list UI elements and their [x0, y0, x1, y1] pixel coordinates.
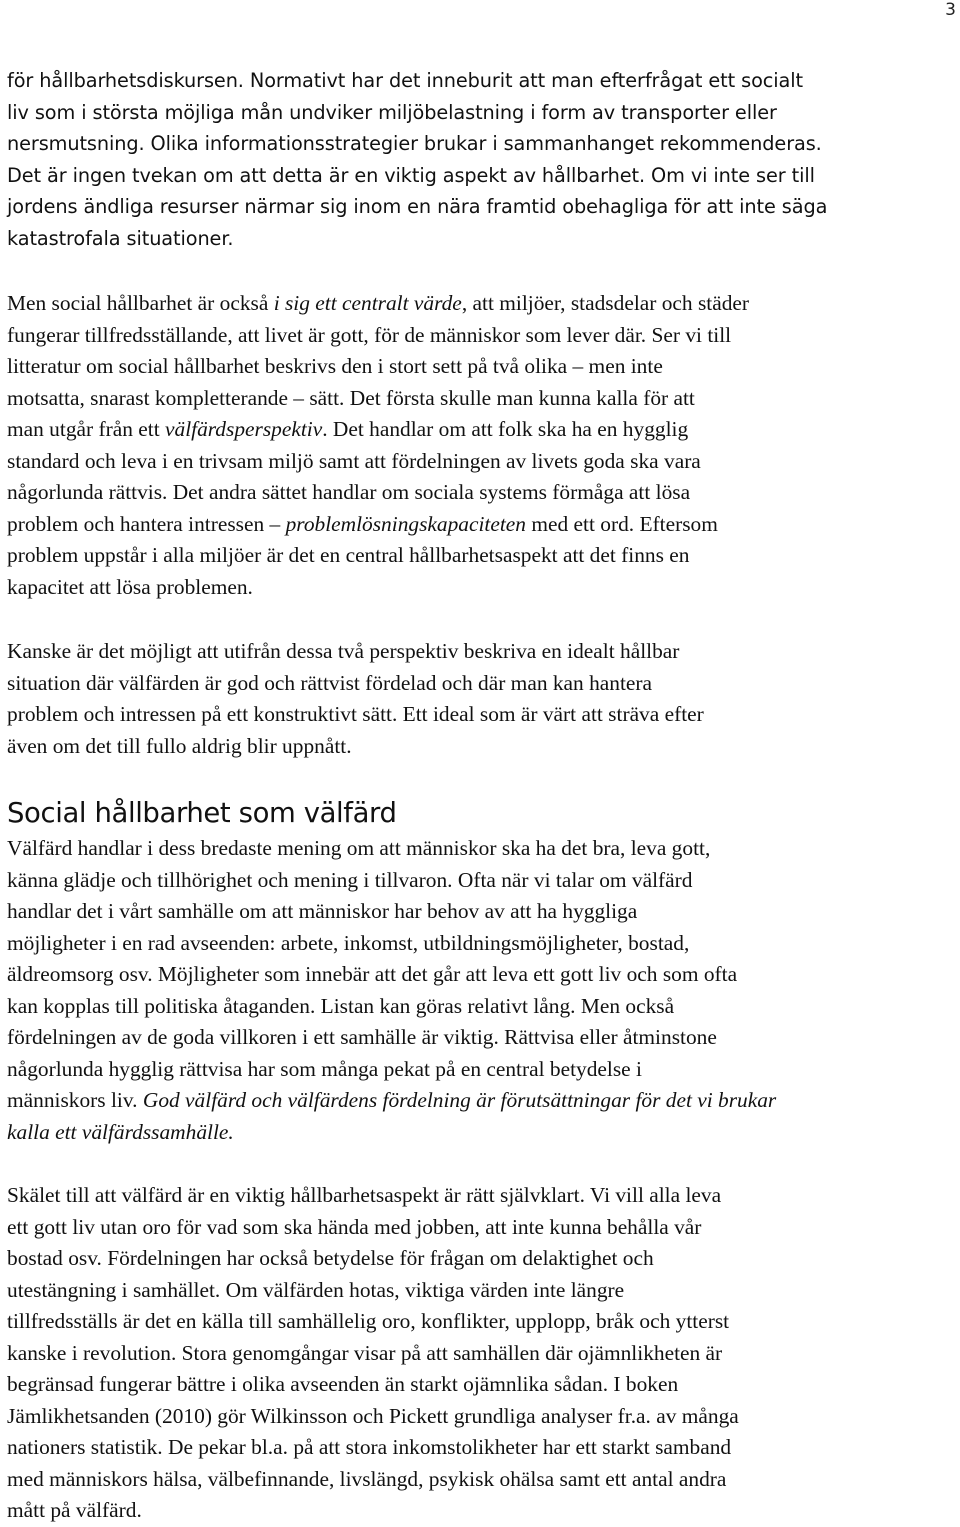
text-line — [7, 1117, 954, 1149]
page-number: 3 — [945, 0, 956, 20]
emphasis-text: problemlösningskapaciteten — [285, 511, 526, 536]
text-line — [7, 414, 954, 446]
text-line: Skälet till att välfärd är en viktig hållbarhetsaspekt är rätt självklart. Vi vill alla leva — [7, 1183, 722, 1207]
text-line: någorlunda hygglig rättvisa har som många pekat på en central betydelse i — [7, 1056, 642, 1081]
text-line: för hållbarhetsdiskursen. Normativt har det inneburit att man efterfrågat ett socialt — [7, 69, 803, 92]
welfare-paragraph — [7, 833, 954, 1148]
ideal-paragraph — [7, 636, 954, 762]
text-line: liv som i största möjliga mån undviker miljöbelastning i form av transporter eller — [7, 100, 777, 124]
text-line: med människors hälsa, välbefinnande, livslängd, psykisk ohälsa samt ett antal andra — [7, 1466, 727, 1491]
intro-paragraph — [7, 65, 954, 254]
text-line: kanske i revolution. Stora genomgångar visar på att samhällen där ojämnlikheten är — [7, 1340, 723, 1365]
reason-paragraph — [7, 1180, 954, 1527]
text-line: känna glädje och tillhörighet och mening i tillvaron. Ofta när vi talar om välfärd — [7, 867, 693, 892]
text-run: människors liv. — [7, 1088, 143, 1112]
text-run: problem och hantera intressen – — [7, 511, 286, 536]
text-line: utestängning i samhället. Om välfärden hotas, viktiga värden inte längre — [7, 1277, 625, 1302]
text-line: nationers statistik. De pekar bl.a. på att stora inkomstolikheter har ett starkt samband — [7, 1435, 732, 1459]
text-line: någorlunda rättvis. Det andra sättet handlar om sociala systems förmåga att lösa — [7, 480, 691, 504]
text-line: jordens ändliga resurser närmar sig inom en nära framtid obehagliga för att inte säga — [7, 195, 828, 218]
text-line: fungerar tillfredsställande, att livet är gott, för de människor som lever där. Ser vi till — [7, 322, 732, 347]
text-line: katastrofala situationer. — [7, 226, 234, 250]
text-line: litteratur om social hållbarhet beskrivs den i stort sett på två olika – men inte — [7, 354, 663, 378]
text-line: äldreomsorg osv. Möjligheter som innebär att det går att leva ett gott liv och som ofta — [7, 962, 738, 986]
text-line: begränsad fungerar bättre i olika avseenden än starkt ojämnlika sådan. I boken — [7, 1372, 679, 1396]
emphasis-text: kalla ett välfärdssamhälle. — [7, 1119, 234, 1144]
text-line: handlar det i vårt samhälle om att människor har behov av att ha hyggliga — [7, 899, 638, 923]
text-line: även om det till fullo aldrig blir uppnått. — [7, 733, 352, 758]
text-line: bostad osv. Fördelningen har också betydelse för frågan om delaktighet och — [7, 1246, 654, 1270]
text-line: ett gott liv utan oro för vad som ska hända med jobben, att inte kunna behålla vår — [7, 1214, 702, 1239]
text-line: problem och intressen på ett konstruktivt sätt. Ett ideal som är värt att sträva efter — [7, 702, 704, 726]
text-line: Jämlikhetsanden (2010) gör Wilkinsson och Pickett grundliga analyser fr.a. av många — [7, 1403, 739, 1428]
text-line — [7, 509, 954, 541]
emphasis-text: i sig ett centralt värde — [273, 291, 462, 315]
text-run: . Det handlar om att folk ska ha en hygglig — [322, 417, 689, 441]
text-line: situation där välfärden är god och rättvist fördelad och där man kan hantera — [7, 670, 653, 695]
emphasis-text: God välfärd och välfärdens fördelning är förutsättningar för det vi brukar — [142, 1088, 777, 1112]
text-line: kapacitet att lösa problemen. — [7, 574, 253, 599]
emphasis-text: välfärdsperspektiv — [165, 417, 323, 441]
section-heading: Social hållbarhet som välfärd — [7, 797, 397, 829]
text-run: med ett ord. Eftersom — [526, 511, 718, 536]
text-line — [7, 288, 954, 320]
text-line: nersmutsning. Olika informationsstrategier brukar i sammanhanget rekommenderas. — [7, 132, 822, 155]
text-line: möjligheter i en rad avseenden: arbete, inkomst, utbildningsmöjligheter, bostad, — [7, 930, 690, 955]
social-sustainability-paragraph — [7, 288, 954, 603]
text-line: fördelningen av de goda villkoren i ett samhälle är viktig. Rättvisa eller åtminstone — [7, 1025, 717, 1049]
text-run: , att miljöer, stadsdelar och städer — [461, 291, 750, 315]
text-line — [7, 1085, 954, 1117]
text-line: tillfredsställs är det en källa till samhällelig oro, konflikter, upplopp, bråk och ytterst — [7, 1309, 730, 1333]
text-run: Men social hållbarhet är också — [7, 291, 274, 315]
text-line: Välfärd handlar i dess bredaste mening om att människor ska ha det bra, leva gott, — [7, 836, 711, 860]
text-line: Kanske är det möjligt att utifrån dessa två perspektiv beskriva en idealt hållbar — [7, 639, 680, 663]
text-line: Det är ingen tvekan om att detta är en viktig aspekt av hållbarhet. Om vi inte ser till — [7, 163, 815, 187]
text-line: mått på välfärd. — [7, 1498, 142, 1522]
text-line: standard och leva i en trivsam miljö samt att fördelningen av livets goda ska vara — [7, 448, 701, 473]
text-line: motsatta, snarast kompletterande – sätt. Det första skulle man kunna kalla för att — [7, 385, 695, 410]
text-line: problem uppstår i alla miljöer är det en central hållbarhetsaspekt att det finns en — [7, 543, 690, 567]
text-run: man utgår från ett — [7, 417, 165, 441]
text-line: kan kopplas till politiska åtaganden. Listan kan göras relativt lång. Men också — [7, 993, 675, 1018]
